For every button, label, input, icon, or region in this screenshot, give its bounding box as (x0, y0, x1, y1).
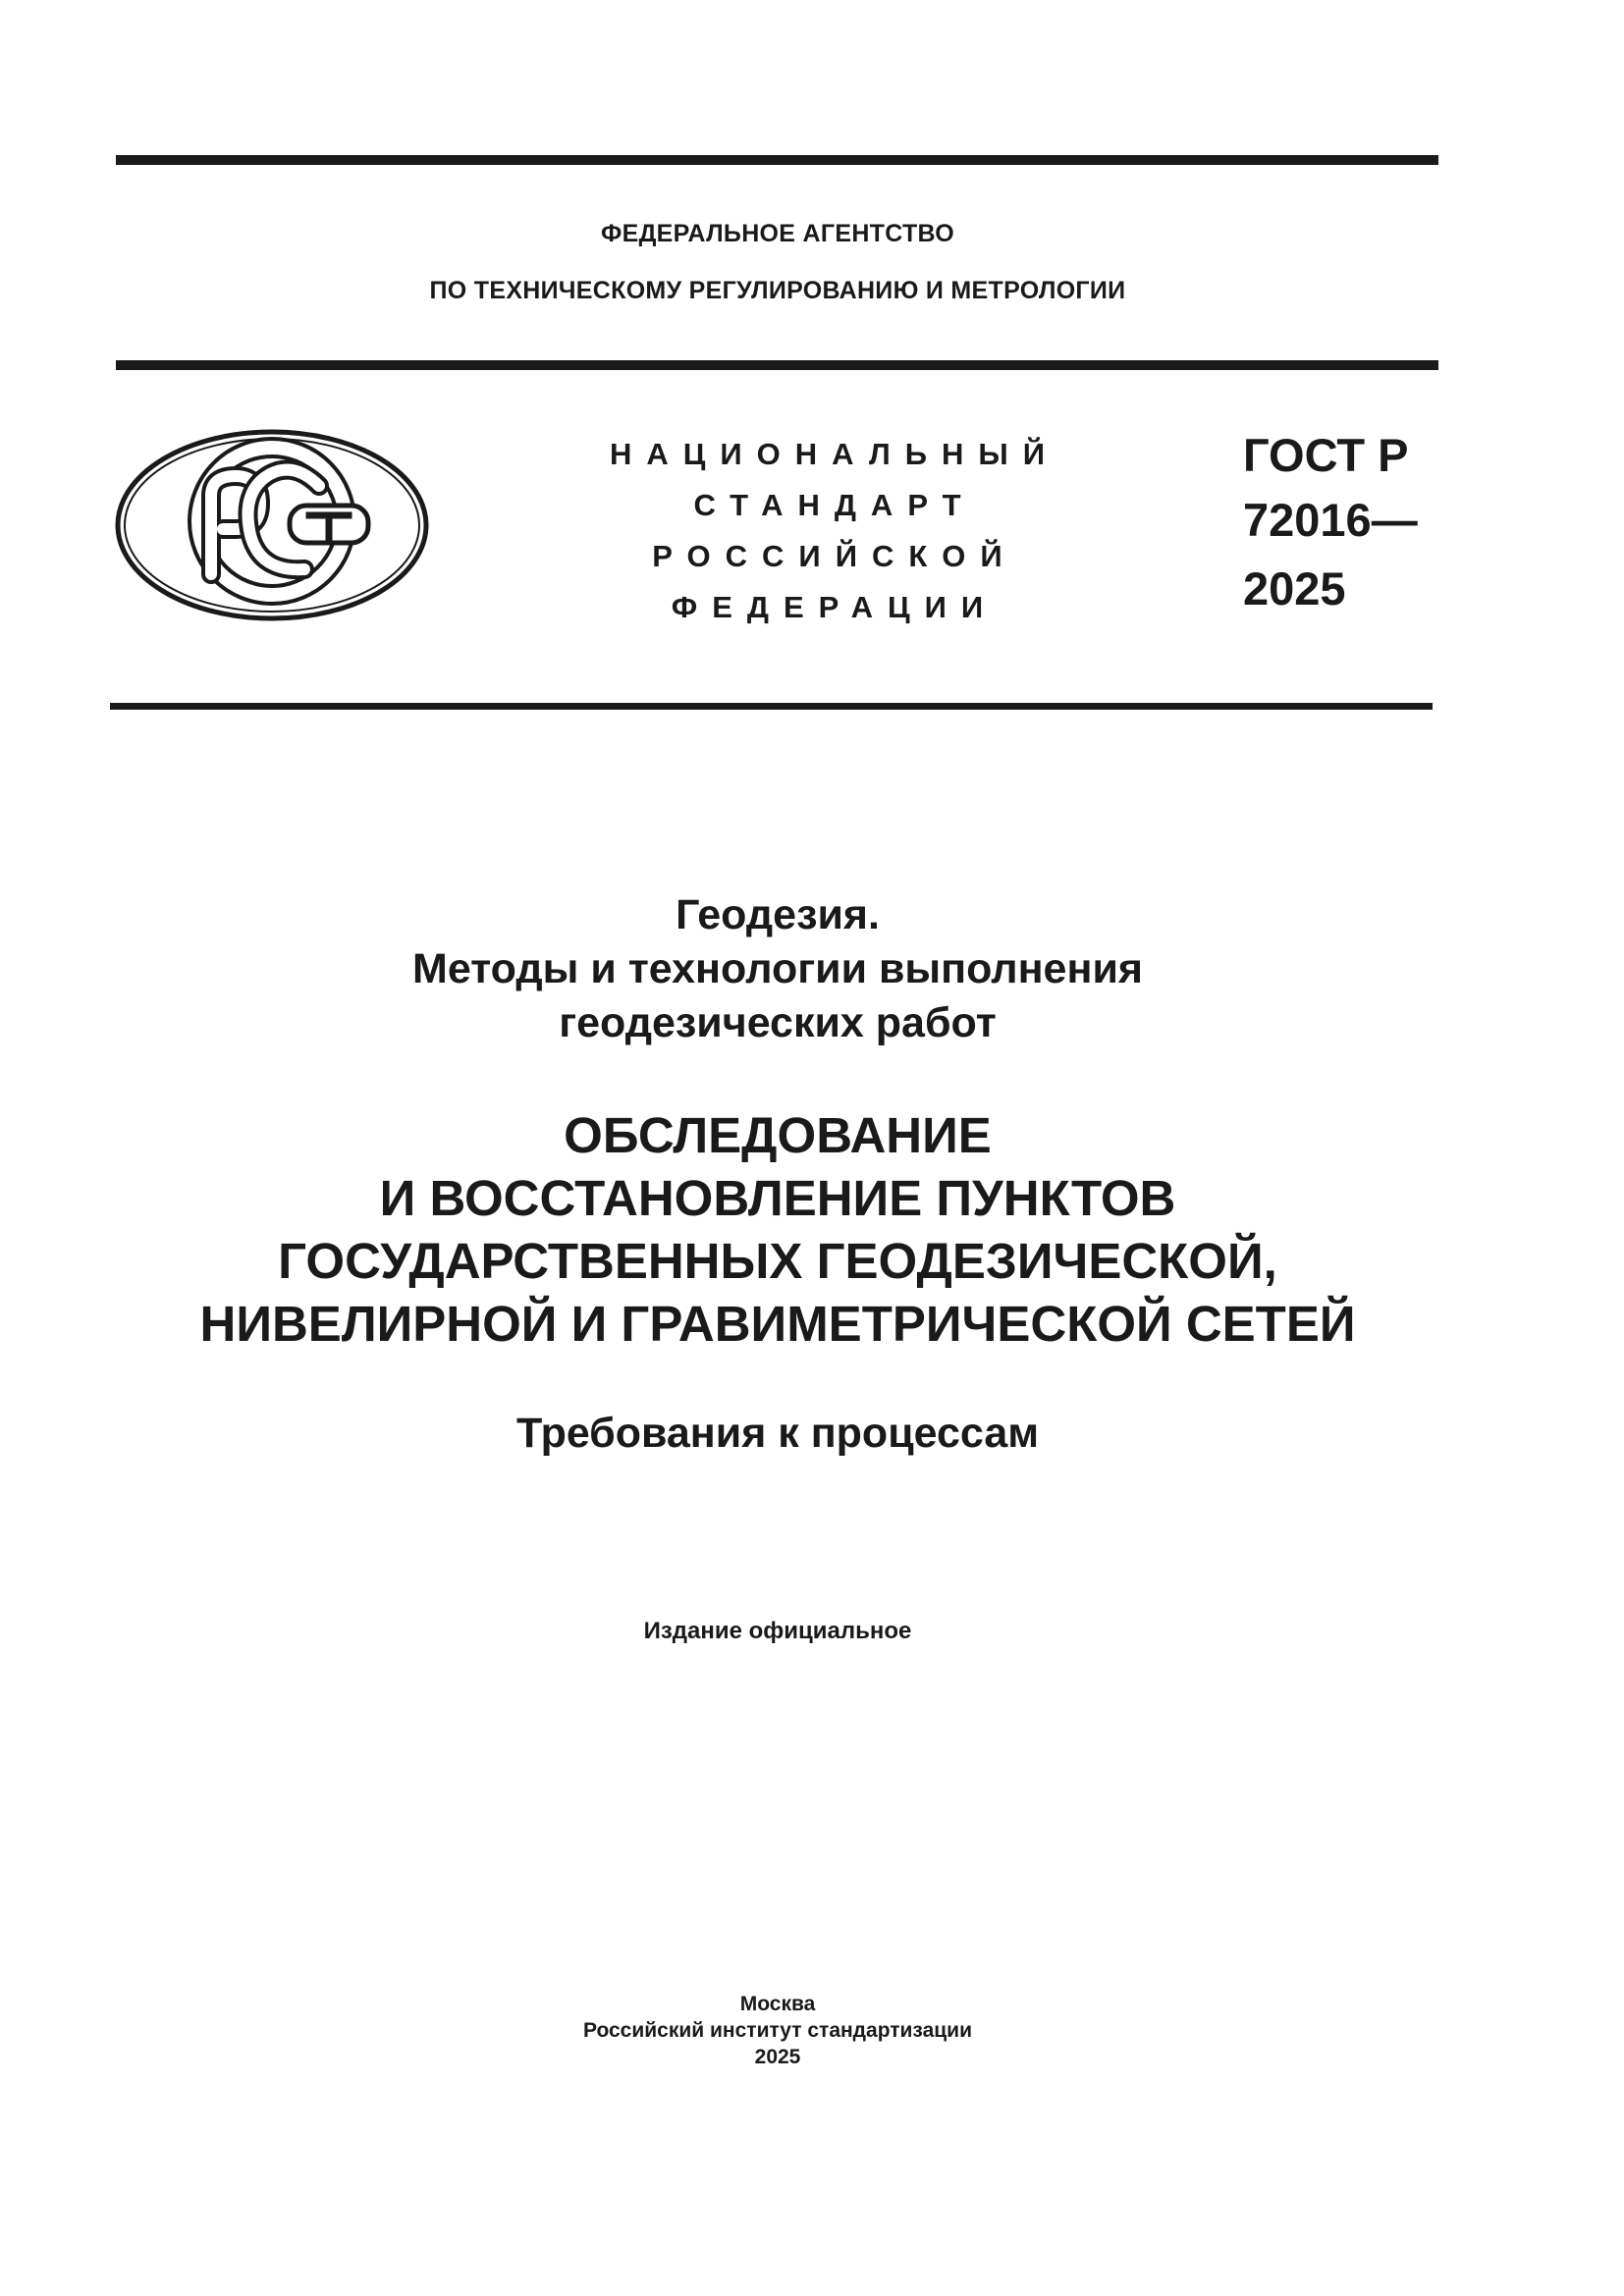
series-title-line-2: Методы и технологии выполнения (412, 945, 1143, 992)
middle-rule (116, 360, 1438, 370)
rst-certification-mark-icon (113, 427, 432, 623)
designation-line-3: 2025 (1243, 562, 1346, 614)
publisher-block (0, 1991, 1555, 2070)
agency-line-2: ПО ТЕХНИЧЕСКОМУ РЕГУЛИРОВАНИЮ И МЕТРОЛОГИИ (429, 277, 1126, 304)
subtitle: Требования к процессам (515, 1410, 1040, 1457)
standard-type-line-3: РОССИЙСКОЙ (652, 539, 1017, 573)
edition-note: Издание официальное (643, 1618, 912, 1644)
main-title (0, 1104, 1555, 1356)
main-title-line-2: И ВОССТАНОВЛЕНИЕ ПУНКТОВ (379, 1170, 1176, 1226)
main-title-line-4: НИВЕЛИРНОЙ И ГРАВИМЕТРИЧЕСКОЙ СЕТЕЙ (199, 1296, 1356, 1352)
standard-type-line-4: ФЕДЕРАЦИИ (671, 590, 999, 624)
main-title-line-3: ГОСУДАРСТВЕННЫХ ГЕОДЕЗИЧЕСКОЙ, (278, 1233, 1277, 1289)
bottom-rule (110, 703, 1433, 710)
main-title-line-1: ОБСЛЕДОВАНИЕ (564, 1107, 992, 1163)
series-title (0, 888, 1555, 1050)
publisher-institute: Российский институт стандартизации (582, 2019, 973, 2042)
standard-type-line-1: НАЦИОНАЛЬНЫЙ (609, 437, 1060, 471)
designation-line-2: 72016— (1243, 494, 1418, 546)
agency-line-1: ФЕДЕРАЛЬНОЕ АГЕНТСТВО (600, 220, 955, 247)
publisher-year: 2025 (754, 2046, 801, 2068)
series-title-line-3: геодезических работ (559, 999, 997, 1046)
designation-line-1: ГОСТ Р (1243, 429, 1409, 481)
standard-type-line-2: СТАНДАРТ (693, 488, 976, 522)
series-title-line-1: Геодезия. (676, 891, 880, 938)
top-rule (116, 155, 1438, 165)
publisher-city: Москва (739, 1993, 816, 2015)
